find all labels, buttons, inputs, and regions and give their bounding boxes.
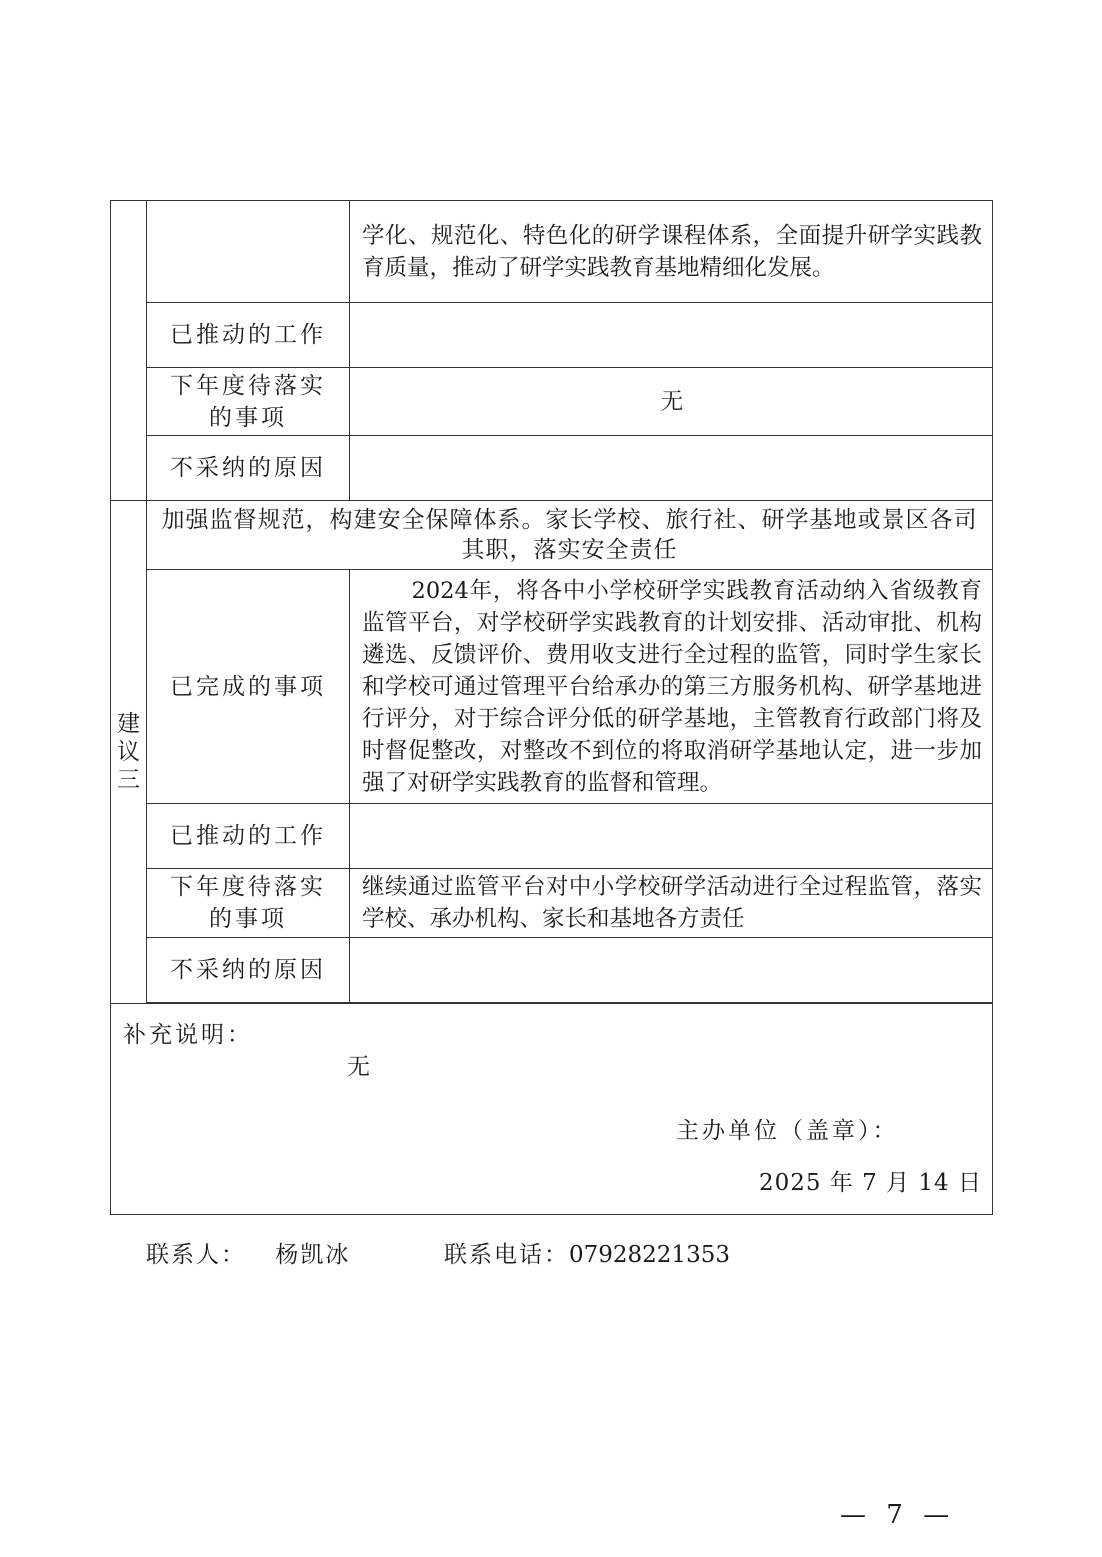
- section2-pushed-value: [350, 303, 993, 368]
- section2-pushed-label: 已推动的工作: [147, 303, 350, 368]
- section3-side-char: 议: [117, 739, 140, 765]
- section3-completed-label: 已完成的事项: [147, 570, 350, 804]
- section2-next-year-value: 无: [350, 368, 993, 436]
- section3-completed-value: 2024年，将各中小学校研学实践教育活动纳入省级教育监管平台，对学校研学实践教育的计划安排、活动审批、机构遴选、反馈评价、费用收支进行全过程的监管，同时学生家长和学校可通过管理平台给承办的第三方服务机构、研学基地进行评分，对于综合评分低的研学基地，主管教育行政部门将及时督促整改，对整改不到位的将取消研学基地认定，进一步加强了对研学实践教育的监督和管理。: [350, 570, 993, 804]
- section3-next-year-label: [147, 869, 350, 938]
- section2-rejected-value: [350, 436, 993, 501]
- section3-side-char: 建: [117, 711, 140, 737]
- section3-pushed-value: [350, 804, 993, 869]
- section3-side-char: 三: [117, 767, 140, 793]
- section2-rejected-label: 不采纳的原因: [147, 436, 350, 501]
- phone-label: 联系电话：: [444, 1242, 569, 1268]
- section3-next-year-value: 继续通过监管平台对中小学校研学活动进行全过程监管，落实学校、承办机构、家长和基地各方责任: [350, 869, 993, 938]
- notes-label: 补充说明：: [123, 1022, 253, 1048]
- contact-name: 杨凯冰: [275, 1242, 351, 1268]
- section2-content-continued: 学化、规范化、特色化的研学课程体系，全面提升研学实践教育质量，推动了研学实践教育基地精细化发展。: [350, 201, 993, 303]
- contact-label: 联系人：: [146, 1242, 246, 1268]
- contact-person: [146, 1236, 350, 1269]
- section3-pushed-label: 已推动的工作: [147, 804, 350, 869]
- section2-side-cell: [111, 201, 147, 501]
- contact-phone: [444, 1236, 730, 1269]
- section2-next-year-label-line2: 的事项: [209, 404, 287, 431]
- section2-next-year-label-line1: 下年度待落实: [170, 372, 326, 399]
- phone-number: 07928221353: [569, 1242, 730, 1268]
- notes-date: 2025 年 7 月 14 日: [759, 1170, 982, 1196]
- page-number: — 7 —: [840, 1500, 956, 1530]
- section2-blank-label: [147, 201, 350, 303]
- notes-value: 无: [347, 1054, 370, 1080]
- section3-next-year-label-line1: 下年度待落实: [170, 874, 326, 900]
- organizer-seal-label: 主办单位（盖章）：: [676, 1118, 899, 1144]
- section3-side-label: [111, 501, 147, 1004]
- section3-rejected-value: [350, 938, 993, 1003]
- suggestion-table: [110, 200, 993, 1215]
- section3-next-year-label-line2: 的事项: [209, 906, 287, 932]
- supplementary-notes: [111, 1004, 993, 1215]
- section3-title: 加强监督规范，构建安全保障体系。家长学校、旅行社、研学基地或景区各司其职，落实安全责任: [147, 501, 993, 570]
- section3-rejected-label: 不采纳的原因: [147, 938, 350, 1003]
- section2-next-year-label: [147, 368, 350, 436]
